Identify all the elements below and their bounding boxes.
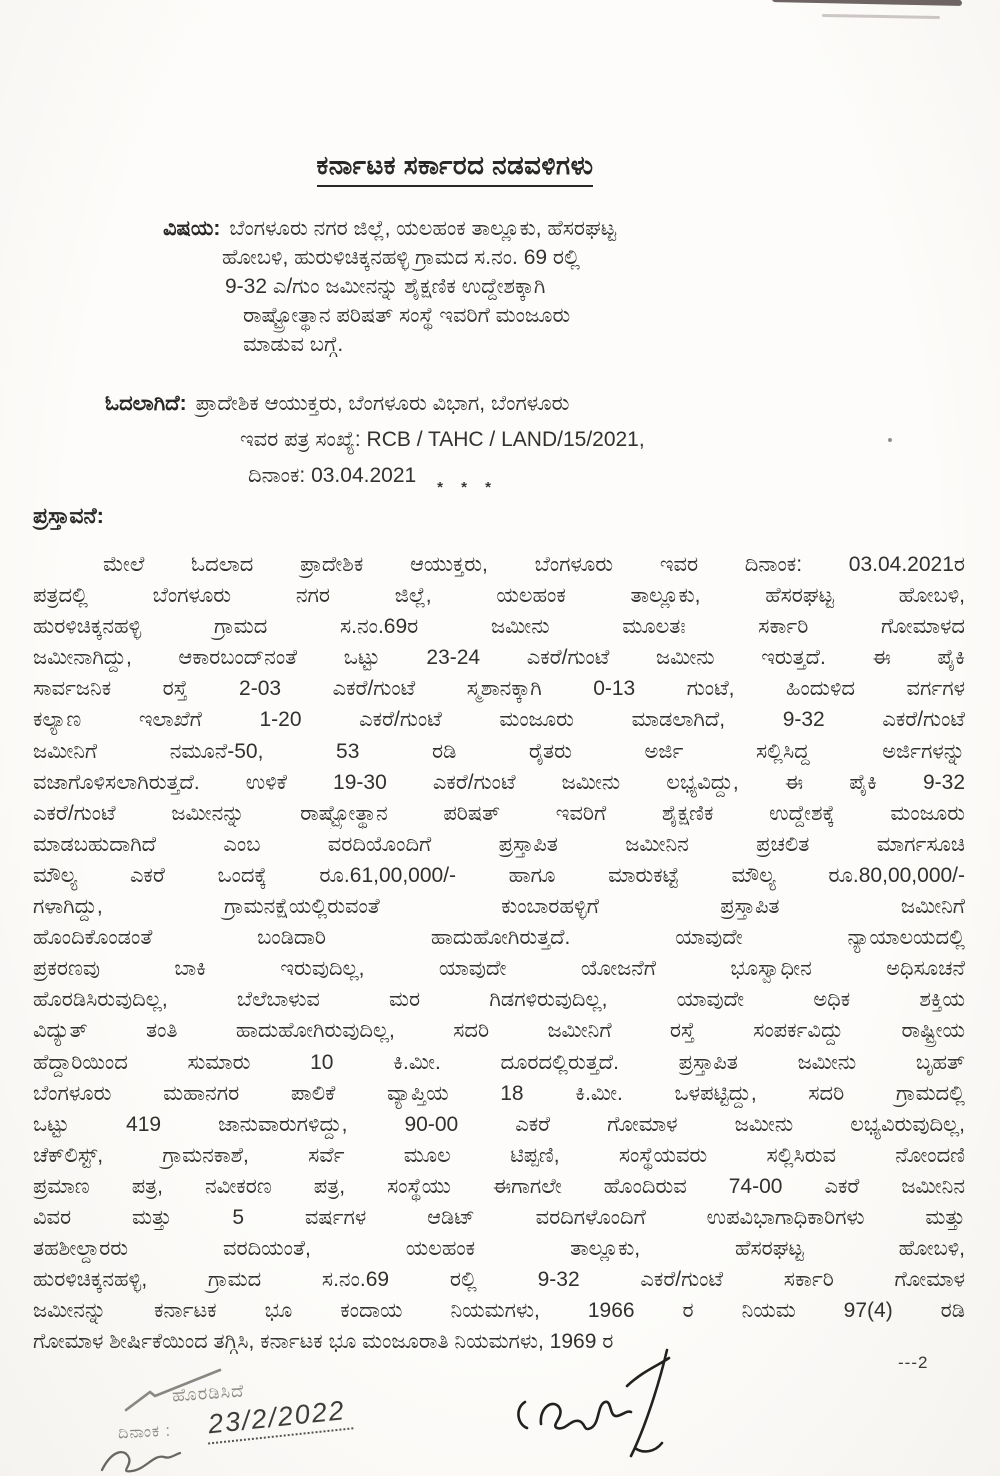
document-title: ಕರ್ನಾಟಕ ಸರ್ಕಾರದ ನಡವಳಿಗಳು [317, 150, 594, 187]
body-line: ವಜಾಗೊಳಿಸಲಾಗಿರುತ್ತದೆ. ಉಳಿಕೆ 19-30 ಎಕರೆ/ಗುಂಟೆ ಜಮೀನು ಲಭ್ಯವಿದ್ದು, ಈ ಪೈಕಿ 9-32 [33, 770, 965, 794]
body-line: ಹುರಳಿಚಿಕ್ಕನಹಳ್ಳಿ ಗ್ರಾಮದ ಸ.ನಂ.69ರ ಜಮೀನು ಮೂಲತಃ ಸರ್ಕಾರಿ ಗೋಮಾಳದ [33, 615, 965, 639]
body-line: ಒಟ್ಟು 419 ಜಾನುವಾರುಗಳಿದ್ದು, 90-00 ಎಕರೆ ಗೋಮಾಳ ಜಮೀನು ಲಭ್ಯವಿರುವುದಿಲ್ಲ, [33, 1112, 965, 1136]
body-line: ಮೌಲ್ಯ ಎಕರೆ ಒಂದಕ್ಕೆ ರೂ.61,00,000/- ಹಾಗೂ ಮಾರುಕಟ್ಟೆ ಮೌಲ್ಯ ರೂ.80,00,000/- [33, 863, 965, 887]
body-line: ತಹಶೀಲ್ದಾರರು ವರದಿಯಂತೆ, ಯಲಹಂಕ ತಾಲ್ಲೂಕು, ಹೆಸರಘಟ್ಟ ಹೋಬಳಿ, [33, 1237, 965, 1261]
read-line-first-text: ಪ್ರಾದೇಶಿಕ ಆಯುಕ್ತರು, ಬೆಂಗಳೂರು ವಿಭಾಗ, ಬೆಂಗಳೂರು [195, 392, 570, 415]
subject-line: ಹೋಬಳಿ, ಹುರುಳಿಚಿಕ್ಕನಹಳ್ಳಿ ಗ್ರಾಮದ ಸ.ನಂ. 69 ರಲ್ಲಿ [222, 246, 580, 269]
signature [505, 1342, 700, 1472]
body-line: ವಿದ್ಯುತ್ ತಂತಿ ಹಾದುಹೋಗಿರುವುದಿಲ್ಲ, ಸದರಿ ಜಮೀನಿಗೆ ರಸ್ತೆ ಸಂಪರ್ಕವಿದ್ದು ರಾಷ್ಟ್ರೀಯ [33, 1019, 965, 1043]
title-wrap [0, 150, 910, 187]
body-line: ಪ್ರಮಾಣ ಪತ್ರ, ನವೀಕರಣ ಪತ್ರ, ಸಂಸ್ಥೆಯು ಈಗಾಗಲೇ ಹೊಂದಿರುವ 74-00 ಎಕರೆ ಜಮೀನಿನ [33, 1174, 965, 1198]
read-line: ಇವರ ಪತ್ರ ಸಂಖ್ಯೆ: RCB / TAHC / LAND/15/2021, [240, 428, 645, 451]
body-line: ಜಮೀನಾಗಿದ್ದು, ಆಕಾರಬಂದ್‌ನಂತೆ ಒಟ್ಟು 23-24 ಎಕರೆ/ಗುಂಟೆ ಜಮೀನು ಇರುತ್ತದೆ. ಈ ಪೈಕಿ [33, 646, 965, 670]
read-line-first [105, 386, 765, 422]
body-line: ಹೊಂದಿಕೊಂಡಂತೆ ಬಂಡಿದಾರಿ ಹಾದುಹೋಗಿರುತ್ತದೆ. ಯಾವುದೇ ನ್ಯಾಯಾಲಯದಲ್ಲಿ [33, 926, 965, 950]
subject-line-first-text: ಬೆಂಗಳೂರು ನಗರ ಜಿಲ್ಲೆ, ಯಲಹಂಕ ತಾಲ್ಲೂಕು, ಹೆಸರಘಟ್ಟ [229, 217, 617, 240]
handwritten-date: 23/2/2022 [205, 1394, 354, 1444]
body-line: ಜಮೀನಿಗೆ ನಮೂನೆ-50, 53 ರಡಿ ರೈತರು ಅರ್ಜಿ ಸಲ್ಲಿಸಿದ್ದ ಅರ್ಜಿಗಳನ್ನು [33, 739, 965, 763]
read-block [105, 386, 765, 494]
body-line: ಹೆದ್ದಾರಿಯಿಂದ ಸುಮಾರು 10 ಕಿ.ಮೀ. ದೂರದಲ್ಲಿರುತ್ತದೆ. ಪ್ರಸ್ತಾಪಿತ ಜಮೀನು ಬೃಹತ್ [33, 1050, 965, 1074]
body-line: ಹುರಳಿಚಿಕ್ಕನಹಳ್ಳಿ, ಗ್ರಾಮದ ಸ.ನಂ.69 ರಲ್ಲಿ 9-32 ಎಕರೆ/ಗುಂಟೆ ಸರ್ಕಾರಿ ಗೋಮಾಳ [33, 1268, 965, 1292]
body-line: ಎಕರೆ/ಗುಂಟೆ ಜಮೀನನ್ನು ರಾಷ್ಟ್ರೋತ್ಥಾನ ಪರಿಷತ್ ಇವರಿಗೆ ಶೈಕ್ಷಣಿಕ ಉದ್ದೇಶಕ್ಕೆ ಮಂಜೂರು [33, 801, 965, 825]
body-line: ಮೇಲೆ ಓದಲಾದ ಪ್ರಾದೇಶಿಕ ಆಯುಕ್ತರು, ಬೆಂಗಳೂರು ಇವರ ದಿನಾಂಕ: 03.04.2021ರ [103, 553, 965, 576]
subject-line: ಮಾಡುವ ಬಗ್ಗೆ. [243, 333, 344, 356]
body-line: ಗೋಮಾಳ ಶೀರ್ಷಿಕೆಯಿಂದ ತಗ್ಗಿಸಿ, ಕರ್ನಾಟಕ ಭೂ ಮಂಜೂರಾತಿ ನಿಯಮಗಳು, 1969 ರ [33, 1330, 614, 1354]
preamble-paragraph [33, 549, 965, 1357]
subject-line: ರಾಷ್ಟ್ರೋತ್ಥಾನ ಪರಿಷತ್ ಸಂಸ್ಥೆ ಇವರಿಗೆ ಮಂಜೂರು [243, 304, 571, 327]
body-line: ಬೆಂಗಳೂರು ಮಹಾನಗರ ಪಾಲಿಕೆ ವ್ಯಾಪ್ತಿಯ 18 ಕಿ.ಮೀ. ಒಳಪಟ್ಟಿದ್ದು, ಸದರಿ ಗ್ರಾಮದಲ್ಲಿ [33, 1081, 965, 1105]
body-line: ಹೊರಡಿಸಿರುವುದಿಲ್ಲ, ಬೆಲೆಬಾಳುವ ಮರ ಗಿಡಗಳಿರುವುದಿಲ್ಲ, ಯಾವುದೇ ಅಧಿಕ ಶಕ್ತಿಯ [33, 988, 965, 1012]
subject-line: 9-32 ಎ/ಗುಂ ಜಮೀನನ್ನು ಶೈಕ್ಷಣಿಕ ಉದ್ದೇಶಕ್ಕಾಗಿ [225, 275, 546, 298]
body-line: ಜಮೀನನ್ನು ಕರ್ನಾಟಕ ಭೂ ಕಂದಾಯ ನಿಯಮಗಳು, 1966 ರ ನಿಯಮ 97(4) ರಡಿ [33, 1299, 965, 1323]
asterisk-separator: * * * [437, 479, 498, 496]
body-line: ಪತ್ರದಲ್ಲಿ ಬೆಂಗಳೂರು ನಗರ ಜಿಲ್ಲೆ, ಯಲಹಂಕ ತಾಲ್ಲೂಕು, ಹೆಸರಘಟ್ಟ ಹೋಬಳಿ, [33, 584, 965, 608]
page-number: ---2 [898, 1353, 929, 1372]
subject-continuation [163, 243, 763, 359]
scan-smudge-top-faint [822, 14, 940, 19]
handwritten-initials [98, 1446, 193, 1476]
scan-smudge-top [772, 0, 962, 6]
read-label: ಓದಲಾಗಿದೆ: [105, 392, 187, 415]
stray-ink-dot [888, 438, 892, 442]
body-line: ಕಲ್ಯಾಣ ಇಲಾಖೆಗೆ 1-20 ಎಕರೆ/ಗುಂಟೆ ಮಂಜೂರು ಮಾಡಲಾಗಿದೆ, 9-32 ಎಕರೆ/ಗುಂಟೆ [33, 708, 965, 732]
issued-stamp-text: ಹೊರಡಿಸಿದೆ [171, 1380, 246, 1406]
body-line: ಸಾರ್ವಜನಿಕ ರಸ್ತೆ 2-03 ಎಕರೆ/ಗುಂಟೆ ಸ್ಮಶಾನಕ್ಕಾಗಿ 0-13 ಗುಂಟೆ, ಹಿಂದುಳಿದ ವರ್ಗಗಳ [33, 677, 965, 701]
body-line: ಪ್ರಕರಣವು ಬಾಕಿ ಇರುವುದಿಲ್ಲ, ಯಾವುದೇ ಯೋಜನೆಗೆ ಭೂಸ್ವಾಧೀನ ಅಧಿಸೂಚನೆ [33, 957, 965, 981]
read-line: ದಿನಾಂಕ: 03.04.2021 [248, 464, 417, 487]
body-line: ಚೆಕ್‌ಲಿಸ್ಟ್, ಗ್ರಾಮನಕಾಶೆ, ಸರ್ವೆ ಮೂಲ ಟಿಪ್ಪಣಿ, ಸಂಸ್ಥೆಯವರು ಸಲ್ಲಿಸಿರುವ ನೋಂದಣಿ [33, 1143, 965, 1167]
body-line: ಮಾಡಬಹುದಾಗಿದೆ ಎಂಬ ವರದಿಯೊಂದಿಗೆ ಪ್ರಸ್ತಾಪಿತ ಜಮೀನಿನ ಪ್ರಚಲಿತ ಮಾರ್ಗಸೂಚಿ [33, 832, 965, 856]
body-line: ಗಳಾಗಿದ್ದು, ಗ್ರಾಮನಕ್ಷೆಯಲ್ಲಿರುವಂತೆ ಕುಂಬಾರಹಳ್ಳಿಗೆ ಪ್ರಸ್ತಾಪಿತ ಜಮೀನಿಗೆ [33, 895, 965, 919]
handwritten-date-label: ದಿನಾಂಕ : [117, 1422, 172, 1443]
subject-line-first [163, 214, 763, 243]
subject-label: ವಿಷಯ: [163, 217, 221, 240]
body-line: ವಿವರ ಮತ್ತು 5 ವರ್ಷಗಳ ಆಡಿಟ್ ವರದಿಗಳೊಂದಿಗೆ ಉಪವಿಭಾಗಾಧಿಕಾರಿಗಳು ಮತ್ತು [33, 1205, 965, 1229]
preamble-heading: ಪ್ರಸ್ತಾವನೆ: [33, 503, 104, 528]
subject-block [163, 214, 763, 359]
